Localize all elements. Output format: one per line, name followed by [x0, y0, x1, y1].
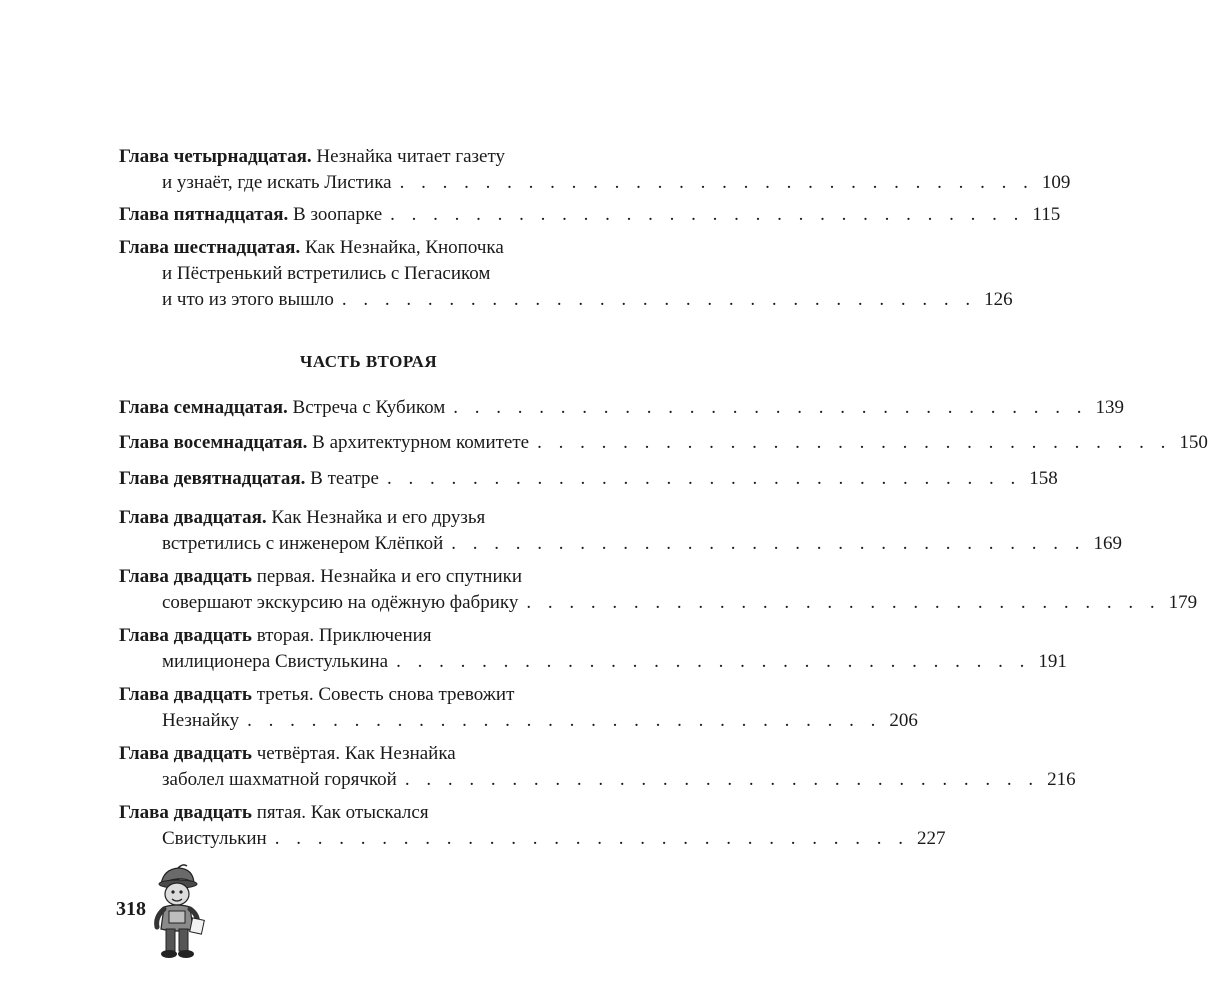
chapter-title-line: совершают экскурсию на одёжную фабрику — [162, 592, 519, 613]
chapter-title-line: Как Незнайка, Кнопочка — [304, 237, 504, 258]
leader-dots: . . . . . . . . . . . . . . . . . . . . . . . . . . . . . . — [526, 592, 1161, 613]
page-ref: 216 — [1047, 769, 1076, 790]
chapter-title-line: В зоопарке — [293, 204, 383, 225]
toc-entry — [119, 202, 1061, 228]
chapter-title-line: первая. Незнайка и его спутники — [256, 566, 523, 587]
chapter-title-line: Незнайку — [162, 710, 240, 731]
leader-dots: . . . . . . . . . . . . . . . . . . . . . . . . . . . . . . — [386, 468, 1022, 489]
leader-dots: . . . . . . . . . . . . . . . . . . . . . . . . . . . . . . — [451, 533, 1086, 554]
chapter-label: Глава шестнадцатая. — [119, 237, 301, 258]
page-ref: 109 — [1041, 172, 1071, 193]
page-ref: 206 — [889, 710, 918, 731]
chapter-title-line: милиционера Свистулькина — [162, 651, 389, 672]
chapter-label: Глава двадцать — [119, 566, 252, 587]
page-ref: 139 — [1095, 397, 1125, 418]
toc-entry — [119, 144, 1071, 196]
mascot-illustration-icon — [147, 863, 205, 963]
page-ref: 191 — [1038, 651, 1067, 672]
leader-dots: . . . . . . . . . . . . . . . . . . . . . . . . . . . . . . — [396, 651, 1031, 672]
chapter-label: Глава двадцать — [119, 743, 252, 764]
chapter-label: Глава семнадцатая. — [119, 397, 288, 418]
chapter-label: Глава двадцать — [119, 684, 252, 705]
chapter-title-line: В архитектурном комитете — [312, 432, 530, 453]
toc-entry — [119, 800, 946, 852]
toc-entry — [119, 395, 1125, 421]
toc-entry — [119, 466, 1058, 492]
chapter-label: Глава двадцать — [119, 625, 252, 646]
page-ref: 158 — [1029, 468, 1058, 489]
chapter-label: Глава девятнадцатая. — [119, 468, 306, 489]
chapter-title-line: Свистулькин — [162, 828, 267, 849]
chapter-title-line: Встреча с Кубиком — [292, 397, 446, 418]
chapter-title-line: и Пёстренький встретились с Пегасиком — [162, 263, 491, 284]
page-ref: 126 — [984, 289, 1013, 310]
chapter-title-line: встретились с инженером Клёпкой — [162, 533, 444, 554]
chapter-title-line: В театре — [310, 468, 379, 489]
chapter-label: Глава двадцать — [119, 802, 252, 823]
leader-dots: . . . . . . . . . . . . . . . . . . . . . . . . . . . . . . — [453, 397, 1088, 418]
page-ref: 227 — [916, 828, 946, 849]
page-ref: 150 — [1179, 432, 1208, 453]
leader-dots: . . . . . . . . . . . . . . . . . . . . . . . . . . . . . . — [390, 204, 1025, 225]
leader-dots: . . . . . . . . . . . . . . . . . . . . . . . . . . . . . . — [274, 828, 909, 849]
page-number: 318 — [116, 898, 146, 920]
chapter-label: Глава восемнадцатая. — [119, 432, 308, 453]
chapter-title-line: и что из этого вышло — [162, 289, 334, 310]
toc-entry — [119, 235, 1013, 313]
chapter-label: Глава четырнадцатая. — [119, 146, 312, 167]
chapter-title-line: заболел шахматной горячкой — [162, 769, 397, 790]
toc-entry — [119, 505, 1123, 557]
chapter-title-line: и узнаёт, где искать Листика — [162, 172, 392, 193]
leader-dots: . . . . . . . . . . . . . . . . . . . . . . . . . . . . . . — [399, 172, 1034, 193]
part-heading: ЧАСТЬ ВТОРАЯ — [299, 352, 438, 371]
toc-entry — [119, 623, 1067, 675]
leader-dots: . . . . . . . . . . . . . . . . . . . . . . . . . . . . . . — [537, 432, 1172, 453]
chapter-title-line: вторая. Приключения — [256, 625, 432, 646]
chapter-title-line: четвёртая. Как Незнайка — [256, 743, 456, 764]
leader-dots: . . . . . . . . . . . . . . . . . . . . . . . . . . . . . . — [404, 769, 1040, 790]
page-ref: 169 — [1093, 533, 1123, 554]
toc-entry — [119, 430, 1208, 456]
toc-entry — [119, 564, 1198, 616]
chapter-label: Глава пятнадцатая. — [119, 204, 289, 225]
page-ref: 179 — [1168, 592, 1198, 613]
toc-entry — [119, 741, 1076, 793]
leader-dots: . . . . . . . . . . . . . . . . . . . . . . . . . . . . . . — [341, 289, 977, 310]
chapter-title-line: Как Незнайка и его друзья — [271, 507, 486, 528]
toc-entry — [119, 682, 918, 734]
chapter-label: Глава двадцатая. — [119, 507, 267, 528]
chapter-title-line: пятая. Как отыскался — [256, 802, 429, 823]
leader-dots: . . . . . . . . . . . . . . . . . . . . . . . . . . . . . . — [247, 710, 882, 731]
chapter-title-line: третья. Совесть снова тревожит — [256, 684, 515, 705]
page-ref: 115 — [1032, 204, 1061, 225]
chapter-title-line: Незнайка читает газету — [316, 146, 506, 167]
